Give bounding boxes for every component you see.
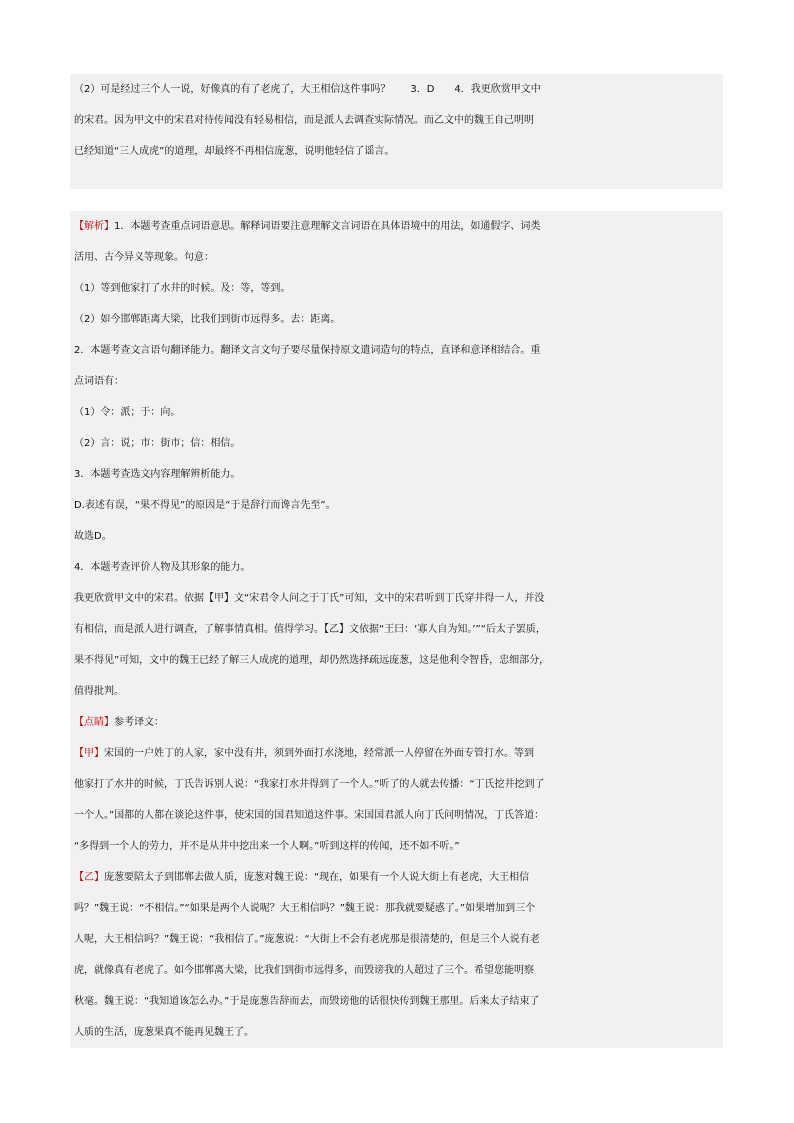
- analysis-line-3: （1）等到他家打了水井的时候。及：等，等到。: [70, 273, 723, 304]
- analysis-line-11: 故选D。: [70, 521, 723, 552]
- note-line-8: 人呢，大王相信吗？”魏王说：“我相信了。”庞葱说：“大街上不会有老虎那是很清楚的，但是三个人说有老: [70, 924, 723, 955]
- answer-line-3: 已经知道“三人成虎”的道理，却最终不再相信庞葱，说明他轻信了谣言。: [70, 136, 723, 167]
- passage-a-tag: 【甲】: [74, 748, 104, 759]
- analysis-line-7: （1）令：派；于：向。: [70, 397, 723, 428]
- note-line-9: 虎，就像真有老虎了。如今邯郸离大梁，比我们到街市远得多，而毁谤我的人超过了三个。希望您能明察: [70, 955, 723, 986]
- note-line-10: 秋毫。魏王说：“我知道该怎么办。”于是庞葱告辞而去，而毁谤他的话很快传到魏王那里。后来太子结束了: [70, 986, 723, 1017]
- analysis-line-2: 活用、古今异义等现象。句意：: [70, 242, 723, 273]
- analysis-line-4: （2）如今邯郸距离大梁，比我们到街市远得多。去：距离。: [70, 304, 723, 335]
- analysis-line-13: 我更欣赏甲文中的宋君。依据【甲】文“宋君令人问之于丁氏”可知，文中的宋君听到丁氏穿井得一人，并没: [70, 583, 723, 614]
- analysis-line-8: （2）言：说；市：街市；信：相信。: [70, 428, 723, 459]
- note-line-5: “多得到一个人的劳力，并不是从井中挖出来一个人啊。”听到这样的传闻，还不如不听。”: [70, 831, 723, 862]
- answer-line-1: （2）可是经过三个人一说，好像真的有了老虎了，大王相信这件事吗？ 3．D 4．我更欣赏甲文中: [70, 74, 723, 105]
- spacer: [70, 189, 723, 211]
- note-line-4: 一个人。”国都的人都在谈论这件事，使宋国的国君知道这件事。宋国国君派人向丁氏问明情况，丁氏答道：: [70, 800, 723, 831]
- analysis-line-14: 有相信，而是派人进行调查，了解事情真相。值得学习。【乙】文依据“王曰：‘寡人自为知。’”“后太子罢质，: [70, 614, 723, 645]
- note-line-6: 【乙】庞葱要陪太子到邯郸去做人质，庞葱对魏王说：“现在，如果有一个人说大街上有老虎，大王相信: [70, 862, 723, 893]
- analysis-line-12: 4．本题考查评价人物及其形象的能力。: [70, 552, 723, 583]
- paragraph-gap: [70, 167, 723, 189]
- note-line-1: 【点睛】参考译文：: [70, 707, 723, 738]
- analysis-line-1: 【解析】1．本题考查重点词语意思。解释词语要注意理解文言词语在具体语境中的用法，如通假字、词类: [70, 211, 723, 242]
- note-line-7: 吗？”魏王说：“不相信。”“如果是两个人说呢？大王相信吗？”魏王说：那我就要疑惑了。”如果增加到三个: [70, 893, 723, 924]
- note-line-3: 他家打了水井的时候，丁氏告诉别人说：“我家打水井得到了一个人。”听了的人就去传播：“丁氏挖井挖到了: [70, 769, 723, 800]
- document-body: [70, 74, 723, 1048]
- passage-b-tag: 【乙】: [74, 872, 104, 883]
- analysis-line-16: 值得批判。: [70, 676, 723, 707]
- note-line-11: 人质的生活，庞葱果真不能再见魏王了。: [70, 1017, 723, 1048]
- answer-line-2: 的宋君。因为甲文中的宋君对待传闻没有轻易相信，而是派人去调查实际情况。而乙文中的魏王自己明明: [70, 105, 723, 136]
- analysis-line-10: D.表述有误，“果不得见”的原因是“于是辞行而谗言先至”。: [70, 490, 723, 521]
- analysis-line-5: 2．本题考查文言语句翻译能力。翻译文言文句子要尽量保持原文遣词造句的特点，直译和意译相结合。重: [70, 335, 723, 366]
- analysis-tag: 【解析】: [74, 221, 114, 232]
- analysis-line-9: 3．本题考查选文内容理解辨析能力。: [70, 459, 723, 490]
- analysis-line-6: 点词语有：: [70, 366, 723, 397]
- note-line-2: 【甲】宋国的一户姓丁的人家，家中没有井，须到外面打水浇地，经常派一人停留在外面专管打水。等到: [70, 738, 723, 769]
- analysis-line-15: 果不得见”可知，文中的魏王已经了解三人成虎的道理，却仍然选择疏远庞葱，这是他利令智昏，忠细部分，: [70, 645, 723, 676]
- note-tag: 【点睛】: [74, 717, 114, 728]
